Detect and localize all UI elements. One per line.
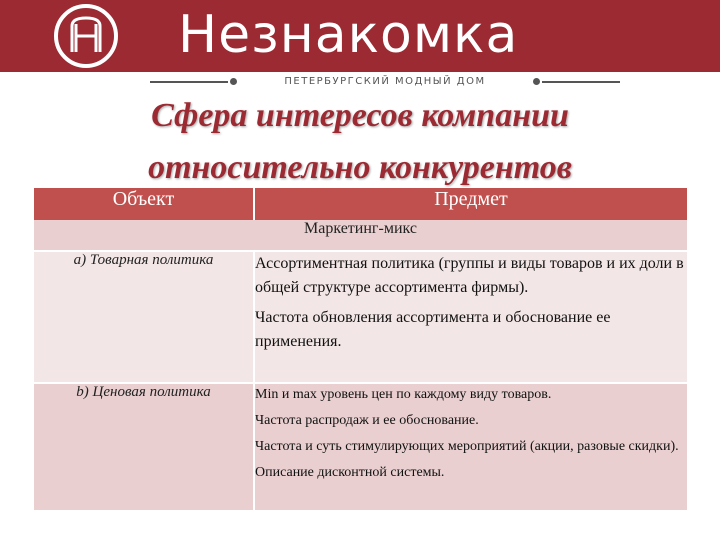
row-object: a) Товарная политика xyxy=(34,251,254,383)
row-subject xyxy=(254,251,687,383)
brand-name: Незнакомка xyxy=(178,5,519,65)
brand-tagline: ПЕТЕРБУРГСКИЙ МОДНЫЙ ДОМ xyxy=(284,76,486,87)
subject-item: Частота обновления ассортимента и обоснование ее применения. xyxy=(255,309,611,350)
monogram-h-icon xyxy=(52,2,120,70)
section-label: Маркетинг-микс xyxy=(34,220,687,251)
row-subject xyxy=(254,383,687,510)
slide-title-line-1: Сфера интересов компании xyxy=(151,97,569,134)
row-object: b) Ценовая политика xyxy=(34,383,254,510)
tagline-dot-left xyxy=(230,78,237,85)
header-subject: Предмет xyxy=(254,188,687,220)
tagline-rule-left xyxy=(150,81,228,83)
section-row xyxy=(34,220,687,251)
subject-item: Частота распродаж и ее обоснование. xyxy=(255,413,479,428)
subject-item: Ассортиментная политика (группы и виды товаров и их доли в общей структуре ассортимента фирмы). xyxy=(255,255,684,296)
subject-item: Частота и суть стимулирующих мероприятий (акции, разовые скидки). xyxy=(255,439,679,454)
table-row xyxy=(34,251,687,383)
header-object: Объект xyxy=(34,188,254,220)
subject-item: Описание дисконтной системы. xyxy=(255,465,445,480)
competitor-interest-table xyxy=(34,188,687,510)
slide-title-line-2: относительно конкурентов xyxy=(148,149,572,186)
brand-tagline-line xyxy=(150,75,620,89)
slide-title xyxy=(0,90,720,194)
subject-item: Min и max уровень цен по каждому виду товаров. xyxy=(255,387,552,402)
table-header-row xyxy=(34,188,687,220)
tagline-dot-right xyxy=(533,78,540,85)
tagline-rule-right xyxy=(542,81,620,83)
brand-banner xyxy=(0,0,720,72)
table-row xyxy=(34,383,687,510)
